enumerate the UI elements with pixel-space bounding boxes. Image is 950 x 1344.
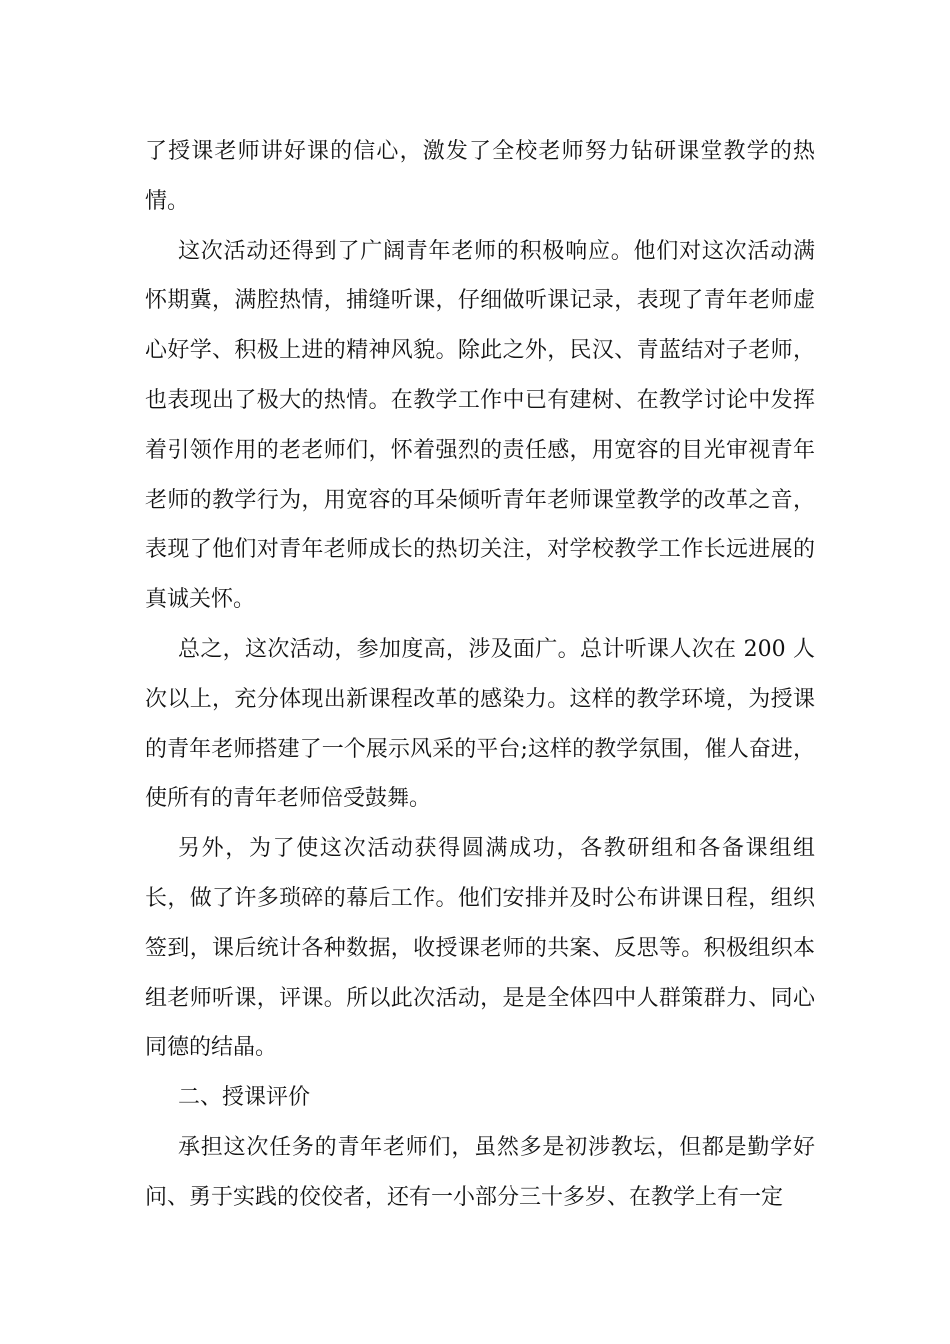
paragraph-1: 了授课老师讲好课的信心，激发了全校老师努力钻研课堂教学的热情。 (145, 139, 815, 214)
paragraph-3: 总之，这次活动，参加度高，涉及面广。总计听课人次在 200 人次以上，充分体现出新课程改革的感染力。这样的教学环境，为授课的青年老师搭建了一个展示风采的平台;这样的教学氛围，催人奋进，使所有的青年老师倍受鼓舞。 (145, 636, 815, 812)
paragraph-4: 另外，为了使这次活动获得圆满成功，各教研组和各备课组组长，做了许多琐碎的幕后工作。他们安排并及时公布讲课日程，组织签到，课后统计各种数据，收授课老师的共案、反思等。积极组织本组老师听课，评课。所以此次活动，是是全体四中人群策群力、同心同德的结晶。 (145, 836, 815, 1061)
paragraph-2: 这次活动还得到了广阔青年老师的积极响应。他们对这次活动满怀期冀，满腔热情，捕缝听课，仔细做听课记录，表现了青年老师虚心好学、积极上进的精神风貌。除此之外，民汉、青蓝结对子老师，也表现出了极大的热情。在教学工作中已有建树、在教学讨论中发挥着引领作用的老老师们，怀着强烈的责任感，用宽容的目光审视青年老师的教学行为，用宽容的耳朵倾听青年老师课堂教学的改革之音，表现了他们对青年老师成长的热切关注，对学校教学工作长远进展的真诚关怀。 (145, 238, 815, 613)
paragraph-5: 承担这次任务的青年老师们，虽然多是初涉教坛，但都是勤学好问、勇于实践的佼佼者，还有一小部分三十多岁、在教学上有一定 (145, 1134, 815, 1210)
section-heading: 二、授课评价 (178, 1085, 311, 1111)
document-body (145, 127, 815, 1223)
